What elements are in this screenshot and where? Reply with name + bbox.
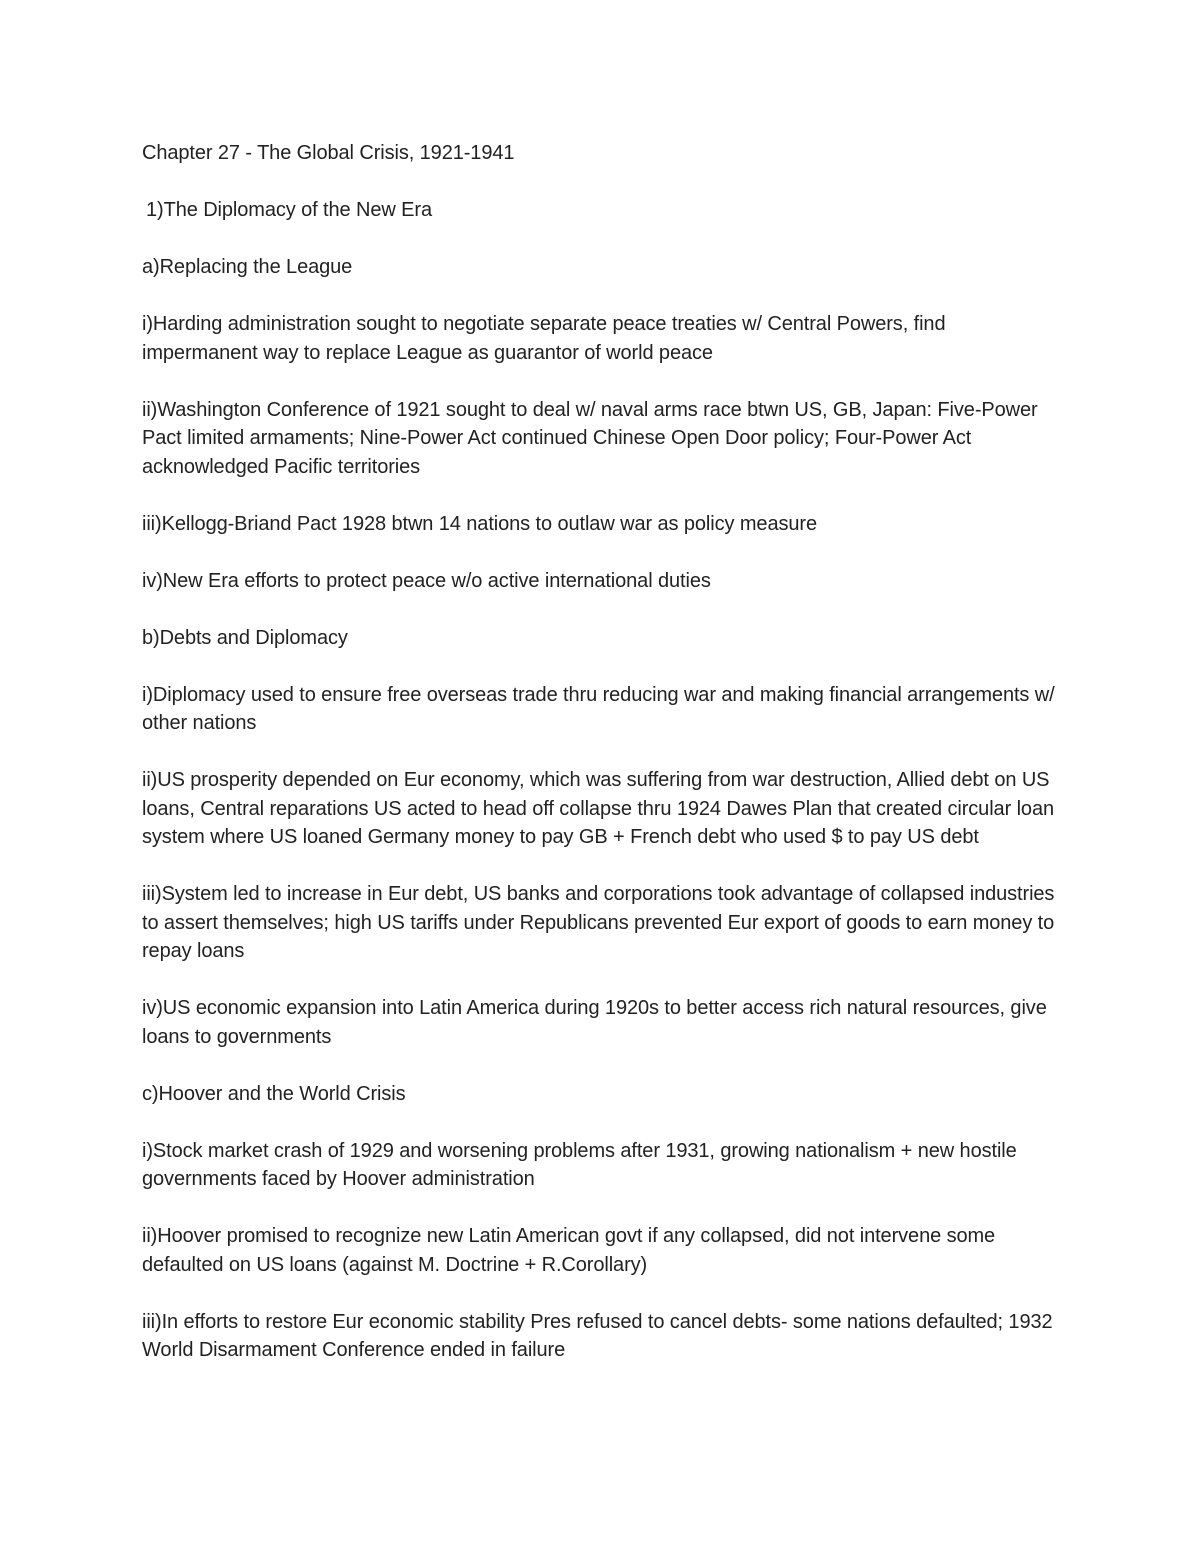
paragraph-b-iii: iii)System led to increase in Eur debt, US banks and corporations took advantage of collapsed industries to assert themselves; high US tariffs under Republicans prevented Eur export of goods to earn money to repay loans — [142, 883, 1055, 962]
paragraph-a-ii: ii)Washington Conference of 1921 sought to deal w/ naval arms race btwn US, GB, Japan: Five-Power Pact limited armaments; Nine-Power Act continued Chinese Open Door policy; Four-Power Act acknowledged Pacific territories — [142, 398, 1038, 478]
paragraph-b-iv: iv)US economic expansion into Latin America during 1920s to better access rich natural resources, give loans to governments — [142, 997, 1047, 1048]
section-heading-1: 1)The Diplomacy of the New Era — [146, 199, 433, 221]
chapter-title: Chapter 27 - The Global Crisis, 1921-1941 — [142, 142, 515, 164]
subsection-heading-a: a)Replacing the League — [142, 256, 353, 278]
paragraph-a-i: i)Harding administration sought to negotiate separate peace treaties w/ Central Powers, find impermanent way to replace League as guarantor of world peace — [142, 313, 946, 364]
paragraph-c-i: i)Stock market crash of 1929 and worsening problems after 1931, growing nationalism + new hostile governments faced by Hoover administration — [142, 1139, 1017, 1190]
paragraph-c-ii: ii)Hoover promised to recognize new Latin American govt if any collapsed, did not intervene some defaulted on US loans (against M. Doctrine + R.Corollary) — [142, 1225, 996, 1276]
document-body — [142, 139, 1062, 1393]
paragraph-c-iii: iii)In efforts to restore Eur economic stability Pres refused to cancel debts- some nations defaulted; 1932 World Disarmament Conference ended in failure — [142, 1310, 1053, 1361]
paragraph-a-iii: iii)Kellogg-Briand Pact 1928 btwn 14 nations to outlaw war as policy measure — [142, 512, 817, 535]
paragraph-a-iv: iv)New Era efforts to protect peace w/o active international duties — [142, 569, 711, 592]
subsection-heading-c: c)Hoover and the World Crisis — [142, 1082, 406, 1105]
paragraph-b-ii: ii)US prosperity depended on Eur economy, which was suffering from war destruction, Allied debt on US loans, Central reparations US acted to head off collapse thru 1924 Dawes Plan that created circular loan system where US loaned Germany money to pay GB + French debt who used $ to pay US debt — [142, 769, 1054, 848]
subsection-heading-b: b)Debts and Diplomacy — [142, 626, 348, 649]
paragraph-b-i: i)Diplomacy used to ensure free overseas trade thru reducing war and making financial arrangements w/ other nations — [142, 683, 1055, 734]
